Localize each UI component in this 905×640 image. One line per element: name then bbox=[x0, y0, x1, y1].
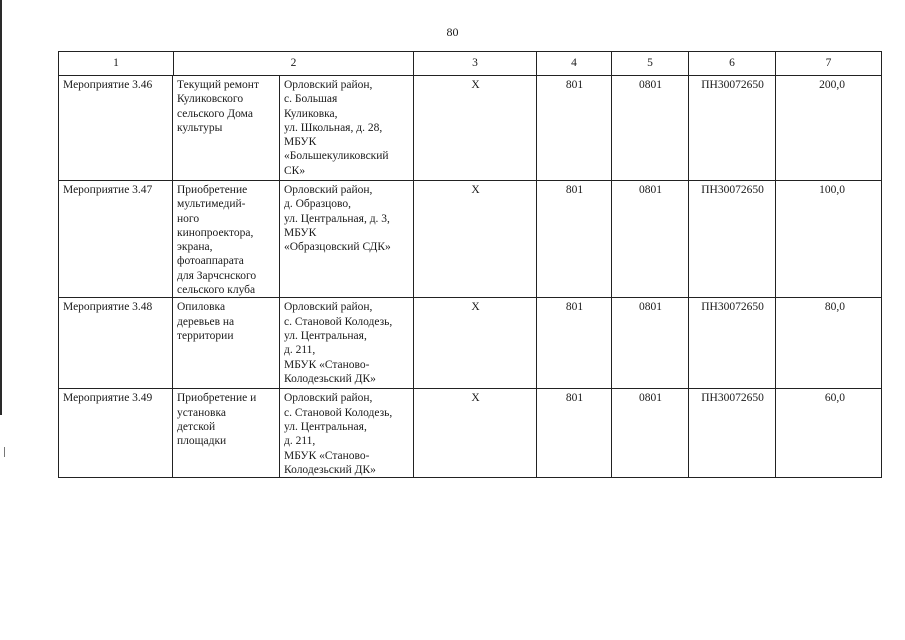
address-cell-line: СК» bbox=[284, 164, 306, 177]
name-cell-line: Текущий ремонт bbox=[177, 79, 259, 91]
header-cell-col-2: 2 bbox=[290, 57, 297, 69]
col-4-cell: 801 bbox=[537, 298, 612, 389]
col-4-cell: 801 bbox=[537, 389, 612, 478]
header-cell-col-1: 1 bbox=[59, 52, 174, 75]
name-cell-line: кинопроектора, bbox=[177, 226, 254, 239]
name-cell bbox=[173, 298, 280, 389]
name-cell-line: ного bbox=[177, 212, 200, 225]
header-cell-col-1-2 bbox=[59, 52, 414, 76]
name-cell-line: фотоаппарата bbox=[177, 255, 244, 268]
address-cell-line: МБУК «Станово- bbox=[284, 449, 370, 462]
header-cell-col-3: 3 bbox=[414, 52, 537, 76]
address-cell-line: МБУК bbox=[284, 226, 317, 239]
address-cell-line: «Образцовский СДК» bbox=[284, 241, 391, 254]
table-row bbox=[59, 389, 882, 478]
col-4-cell: 801 bbox=[537, 181, 612, 298]
name-cell bbox=[173, 76, 280, 181]
col-6-cell: ПН30072650 bbox=[689, 298, 776, 389]
table-header-row bbox=[59, 52, 882, 76]
col-7-cell: 100,0 bbox=[776, 181, 882, 298]
address-cell-line: с. Становой Колодезь, bbox=[284, 315, 393, 328]
header-cell-col-7: 7 bbox=[776, 52, 882, 76]
name-cell-line: Приобретение bbox=[177, 184, 248, 196]
left-margin-tick bbox=[4, 447, 5, 457]
address-cell-line: Орловский район, bbox=[284, 184, 373, 196]
address-cell-line: д. Образцово, bbox=[284, 198, 352, 211]
address-cell bbox=[280, 181, 414, 298]
address-cell-line: д. 211, bbox=[284, 344, 316, 357]
event-cell: Мероприятие 3.47 bbox=[59, 181, 173, 298]
address-cell-line: Колодезьский ДК» bbox=[284, 463, 376, 476]
col-6-cell: ПН30072650 bbox=[689, 389, 776, 478]
col-6-cell: ПН30072650 bbox=[689, 76, 776, 181]
name-cell-line: Приобретение и bbox=[177, 392, 257, 405]
col-6-cell: ПН30072650 bbox=[689, 181, 776, 298]
page-number: 80 bbox=[446, 25, 459, 39]
address-cell bbox=[280, 298, 414, 389]
address-cell-line: Колодезьский ДК» bbox=[284, 372, 376, 385]
col-3-cell: Х bbox=[414, 298, 537, 389]
address-cell-line: с. Становой Колодезь, bbox=[284, 406, 393, 419]
address-cell-line: ул. Школьная, д. 28, bbox=[284, 121, 383, 134]
col-5-cell: 0801 bbox=[612, 181, 689, 298]
address-cell-line: МБУК bbox=[284, 136, 317, 149]
table-row bbox=[59, 298, 882, 389]
address-cell-line: МБУК «Станово- bbox=[284, 358, 370, 371]
header-cell-col-6: 6 bbox=[689, 52, 776, 76]
name-cell-line: детской bbox=[177, 420, 216, 433]
name-cell-line: территории bbox=[177, 329, 234, 342]
name-cell-line: сельского клуба bbox=[177, 284, 256, 297]
address-cell-line: ул. Центральная, bbox=[284, 329, 367, 342]
col-5-cell: 0801 bbox=[612, 298, 689, 389]
col-7-cell: 200,0 bbox=[776, 76, 882, 181]
event-cell: Мероприятие 3.48 bbox=[59, 298, 173, 389]
col-3-cell: Х bbox=[414, 181, 537, 298]
address-cell-line: Орловский район, bbox=[284, 79, 373, 91]
name-cell-line: деревьев на bbox=[177, 315, 235, 328]
col-5-cell: 0801 bbox=[612, 76, 689, 181]
address-cell bbox=[280, 389, 414, 478]
table-body bbox=[59, 52, 882, 478]
address-cell-line: ул. Центральная, д. 3, bbox=[284, 212, 390, 225]
name-cell-line: для Зарчснского bbox=[177, 269, 257, 282]
col-7-cell: 60,0 bbox=[776, 389, 882, 478]
col-7-cell: 80,0 bbox=[776, 298, 882, 389]
col-3-cell: Х bbox=[414, 76, 537, 181]
header-cell-col-5: 5 bbox=[612, 52, 689, 76]
name-cell-line: экрана, bbox=[177, 241, 213, 254]
name-cell-line: культуры bbox=[177, 121, 223, 134]
col-5-cell: 0801 bbox=[612, 389, 689, 478]
name-cell bbox=[173, 181, 280, 298]
name-cell-line: сельского Дома bbox=[177, 107, 253, 120]
address-cell-line: д. 211, bbox=[284, 435, 316, 448]
address-cell-line: с. Большая bbox=[284, 93, 338, 106]
address-cell-line: ул. Центральная, bbox=[284, 420, 367, 433]
table-row bbox=[59, 76, 882, 181]
address-cell-line: Куликовка, bbox=[284, 107, 338, 120]
event-cell: Мероприятие 3.49 bbox=[59, 389, 173, 478]
event-cell: Мероприятие 3.46 bbox=[59, 76, 173, 181]
name-cell-line: площадки bbox=[177, 435, 227, 448]
address-cell-line: Орловский район, bbox=[284, 392, 373, 405]
left-margin-line bbox=[0, 0, 2, 415]
table-row bbox=[59, 181, 882, 298]
col-4-cell: 801 bbox=[537, 76, 612, 181]
address-cell-line: «Большекуликовский bbox=[284, 150, 389, 163]
header-cell-col-4: 4 bbox=[537, 52, 612, 76]
name-cell-line: Опиловка bbox=[177, 301, 226, 314]
budget-table bbox=[58, 51, 882, 478]
address-cell bbox=[280, 76, 414, 181]
address-cell-line: Орловский район, bbox=[284, 301, 373, 314]
name-cell-line: мультимедий- bbox=[177, 198, 246, 211]
name-cell-line: установка bbox=[177, 406, 226, 419]
name-cell-line: Куликовского bbox=[177, 93, 244, 106]
name-cell bbox=[173, 389, 280, 478]
col-3-cell: Х bbox=[414, 389, 537, 478]
